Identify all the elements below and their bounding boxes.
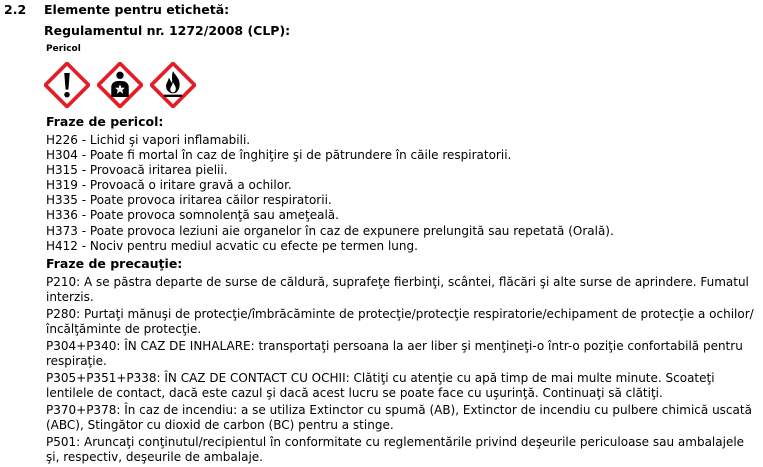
regulation-heading: Regulamentul nr. 1272/2008 (CLP):	[44, 23, 291, 38]
hazard-statement: H226 - Lichid şi vapori inflamabili.	[46, 133, 251, 147]
precautionary-statement: P210: A se păstra departe de surse de căldură, suprafeţe fierbinţi, scântei, flăcări şi alte surse de aprindere. Fumatul interzis.	[46, 275, 749, 304]
precautionary-statement: P370+P378: În caz de incendiu: a se utiliza Extinctor cu spumă (AB), Extinctor de incendiu cu pulbere chimică uscată (ABC), Stingător cu dioxid de carbon (BC) pentru a stinge.	[46, 403, 752, 432]
signal-word: Pericol	[46, 44, 81, 54]
hazard-statement: H373 - Poate provoca leziuni aie organelor în caz de expunere prelungită sau repetată (Orală).	[46, 223, 614, 238]
hazard-statement: H315 - Provoacă iritarea pielii.	[46, 163, 228, 178]
hazard-statement: H304 - Poate fi mortal în caz de înghiţire şi de pătrundere în căile respiratorii.	[46, 148, 512, 163]
precautionary-statement: P501: Aruncaţi conţinutul/recipientul în conformitate cu reglementările privind deşeurile periculoase sau ambalajele şi, respectiv, deşeurile de ambalaje.	[46, 435, 745, 464]
hazard-statements-list	[46, 133, 614, 254]
hazard-statement: H335 - Poate provoca iritarea căilor respiratorii.	[46, 193, 332, 208]
section-number: 2.2	[4, 2, 27, 17]
ghs-pictogram-row	[44, 62, 196, 108]
precautionary-statements-heading: Fraze de precauţie:	[46, 256, 183, 271]
precautionary-statement: P304+P340: ÎN CAZ DE INHALARE: transportaţi persoana la aer liber şi menţineţi-o într-o poziţie confortabilă pentru respiraţie.	[46, 339, 743, 368]
flame-icon	[150, 62, 196, 108]
hazard-statement: H319 - Provoacă o iritare gravă a ochilor.	[46, 178, 292, 193]
hazard-statement: H336 - Poate provoca somnolenţă sau ameţeală.	[46, 208, 339, 223]
section-title: Elemente pentru etichetă:	[44, 2, 230, 17]
hazard-statement: H412 - Nociv pentru mediul acvatic cu efecte pe termen lung.	[46, 238, 418, 253]
health-hazard-icon	[97, 62, 143, 108]
precautionary-statement: P280: Purtaţi mănuşi de protecţie/îmbrăcăminte de protecţie/protecţie respiratorie/echipament de protecţie a ochilor/încălţăminte de protecţie.	[46, 307, 754, 336]
exclamation-mark-icon	[44, 62, 90, 108]
precautionary-statements-list	[46, 275, 758, 467]
hazard-statements-heading: Fraze de pericol:	[46, 114, 164, 129]
precautionary-statement: P305+P351+P338: ÎN CAZ DE CONTACT CU OCHII: Clătiţi cu atenţie cu apă timp de mai multe minute. Scoateţi lentilele de contact, dacă este cazul şi dacă acest lucru se poate face cu uşurinţă. Continuaţi să clătiţi.	[46, 371, 715, 400]
